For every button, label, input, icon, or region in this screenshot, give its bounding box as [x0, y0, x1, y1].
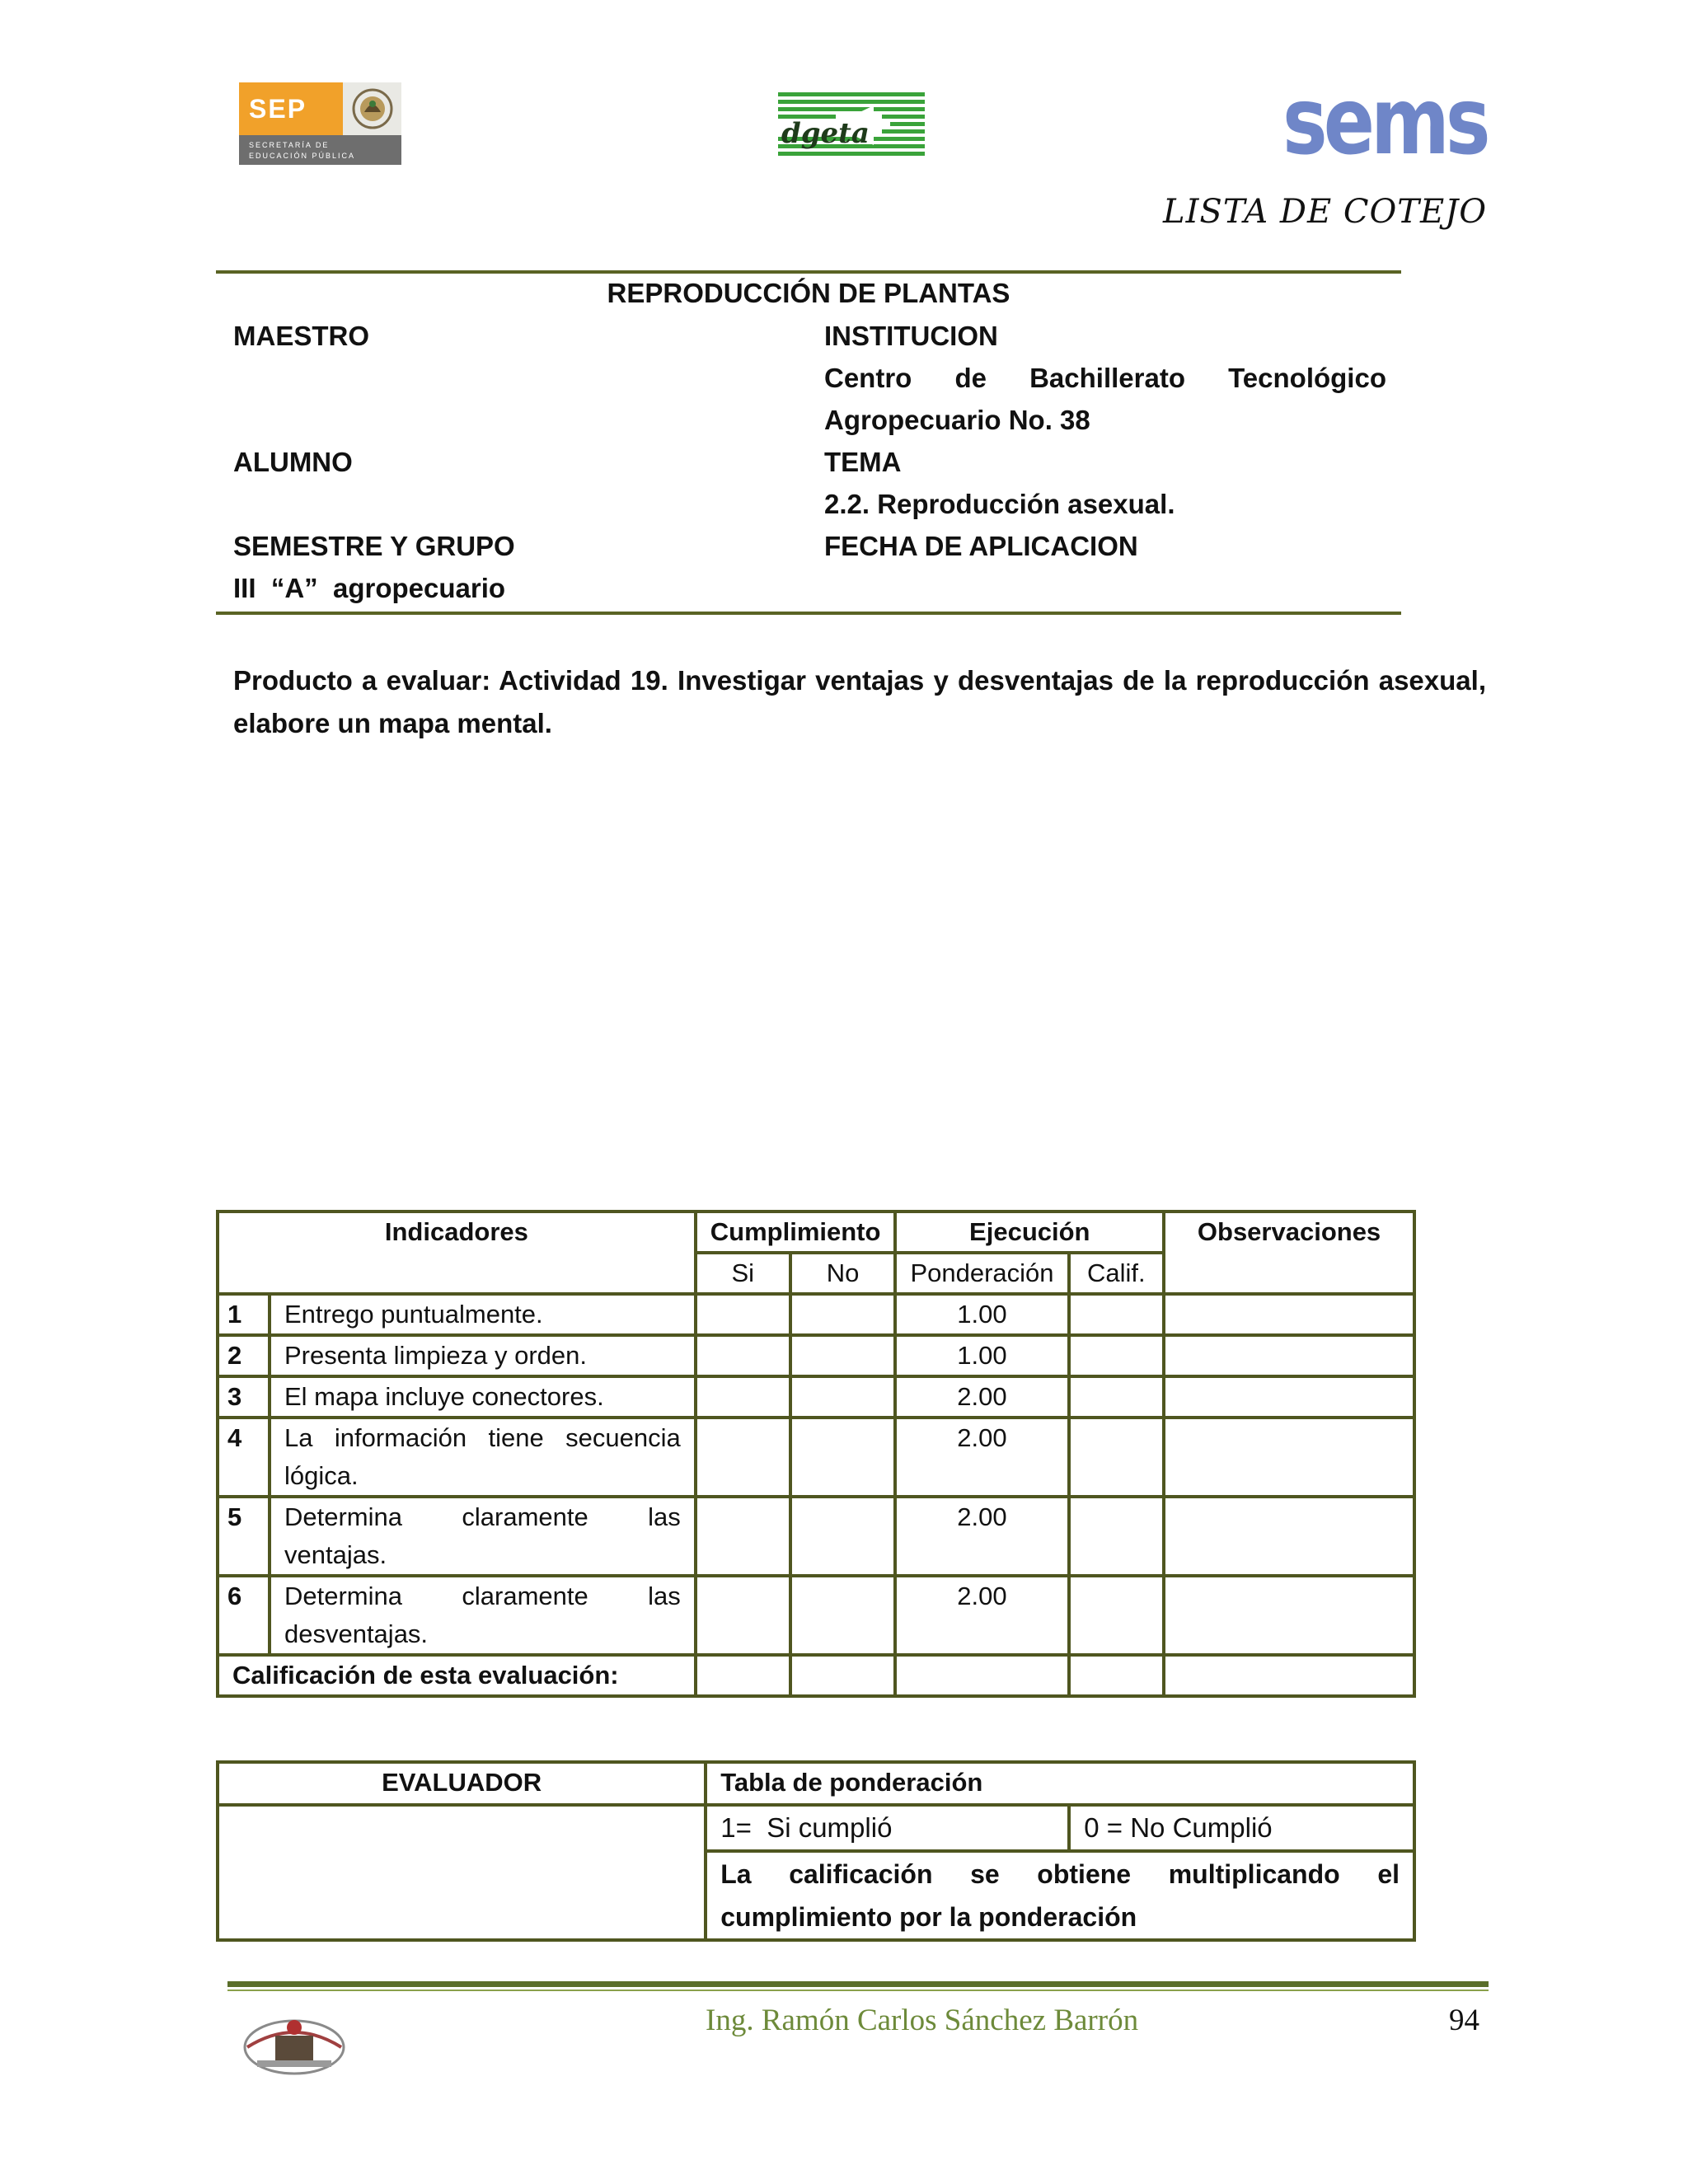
document-type: LISTA DE COTEJO: [1163, 193, 1487, 231]
bottom-divider: [216, 612, 1401, 615]
total-si-cell[interactable]: [696, 1655, 790, 1696]
total-ponderacion-cell[interactable]: [895, 1655, 1068, 1696]
row-indicator: Determina claramente las ventajas.: [270, 1497, 696, 1576]
row-number: 3: [218, 1376, 270, 1418]
fecha-label: FECHA DE APLICACION: [824, 531, 1138, 561]
header-observaciones: Observaciones: [1164, 1212, 1414, 1294]
header-cumplimiento: Cumplimiento: [696, 1212, 896, 1253]
footer-rule: [227, 1981, 1489, 1987]
calculation-note: La calificación se obtiene multiplicando el cumplimiento por la ponderación: [706, 1851, 1414, 1940]
table-row: [218, 1294, 1414, 1335]
table-row: [218, 1376, 1414, 1418]
semestre-value: III “A” agropecuario: [233, 573, 506, 603]
header-ponderacion: Ponderación: [895, 1253, 1068, 1294]
row-weight: 1.00: [895, 1294, 1068, 1335]
row-indicator: Determina claramente las desventajas.: [270, 1576, 696, 1655]
no-cell[interactable]: [790, 1497, 896, 1576]
institucion-label: INSTITUCION: [824, 321, 998, 351]
sep-logo: [239, 82, 401, 165]
si-cell[interactable]: [696, 1376, 790, 1418]
row-weight: 2.00: [895, 1576, 1068, 1655]
footer-rule-thin: [227, 1990, 1489, 1991]
table-row: [218, 1335, 1414, 1376]
calif-cell[interactable]: [1069, 1576, 1165, 1655]
observaciones-cell[interactable]: [1164, 1294, 1414, 1335]
calif-cell[interactable]: [1069, 1335, 1165, 1376]
maestro-label: MAESTRO: [233, 321, 369, 351]
footer-author: Ing. Ramón Carlos Sánchez Barrón: [706, 2004, 1139, 2037]
row-number: 4: [218, 1418, 270, 1497]
mexico-seal-icon: [343, 82, 401, 135]
no-cell[interactable]: [790, 1376, 896, 1418]
row-weight: 2.00: [895, 1497, 1068, 1576]
si-cell[interactable]: [696, 1335, 790, 1376]
header-calif: Calif.: [1069, 1253, 1165, 1294]
institucion-word: Centro: [824, 363, 912, 393]
table-row: [218, 1418, 1414, 1497]
si-cell[interactable]: [696, 1497, 790, 1576]
no-cell[interactable]: [790, 1335, 896, 1376]
si-cell[interactable]: [696, 1294, 790, 1335]
no-cell[interactable]: [790, 1576, 896, 1655]
sems-logo-text: sems: [1282, 68, 1487, 176]
row-number: 2: [218, 1335, 270, 1376]
observaciones-cell[interactable]: [1164, 1576, 1414, 1655]
checklist-table: [216, 1210, 1416, 1698]
product-description: Producto a evaluar: Actividad 19. Investigar ventajas y desventajas de la reproducción asexual, elabore un mapa mental.: [233, 665, 1486, 738]
table-row: [218, 1497, 1414, 1576]
tema-value: 2.2. Reproducción asexual.: [824, 489, 1175, 519]
semestre-label: SEMESTRE Y GRUPO: [233, 531, 515, 561]
observaciones-cell[interactable]: [1164, 1418, 1414, 1497]
institucion-word: Bachillerato: [1029, 363, 1185, 393]
no-cumplio-legend: 0 = No Cumplió: [1069, 1805, 1414, 1851]
row-number: 5: [218, 1497, 270, 1576]
table-row: [218, 1576, 1414, 1655]
total-observaciones-cell[interactable]: [1164, 1655, 1414, 1696]
cbta-emblem-icon: [241, 2011, 348, 2079]
row-number: 1: [218, 1294, 270, 1335]
header-si: Si: [696, 1253, 790, 1294]
row-weight: 2.00: [895, 1376, 1068, 1418]
page-number: 94: [1449, 2004, 1479, 2037]
calif-cell[interactable]: [1069, 1497, 1165, 1576]
observaciones-cell[interactable]: [1164, 1376, 1414, 1418]
si-cumplio-legend: 1= Si cumplió: [706, 1805, 1069, 1851]
row-indicator: Entrego puntualmente.: [270, 1294, 696, 1335]
observaciones-cell[interactable]: [1164, 1335, 1414, 1376]
institucion-word: Tecnológico: [1228, 363, 1386, 393]
calif-cell[interactable]: [1069, 1376, 1165, 1418]
dgeta-logo-text: dgeta: [781, 117, 870, 150]
no-cell[interactable]: [790, 1294, 896, 1335]
evaluador-signature-cell[interactable]: [218, 1805, 706, 1940]
total-no-cell[interactable]: [790, 1655, 896, 1696]
institucion-name-line2: Agropecuario No. 38: [824, 405, 1090, 435]
header-no: No: [790, 1253, 896, 1294]
si-cell[interactable]: [696, 1576, 790, 1655]
row-indicator: La información tiene secuencia lógica.: [270, 1418, 696, 1497]
ponderacion-table-title: Tabla de ponderación: [706, 1762, 1414, 1805]
header-indicadores: Indicadores: [218, 1212, 696, 1294]
sep-caption-line1: SECRETARÍA DE: [249, 141, 330, 149]
header-ejecucion: Ejecución: [895, 1212, 1164, 1253]
dgeta-logo: [775, 89, 928, 160]
calif-cell[interactable]: [1069, 1294, 1165, 1335]
row-number: 6: [218, 1576, 270, 1655]
row-indicator: El mapa incluye conectores.: [270, 1376, 696, 1418]
institucion-word: de: [954, 363, 987, 393]
institucion-name-line1: [824, 357, 1386, 400]
no-cell[interactable]: [790, 1418, 896, 1497]
row-weight: 2.00: [895, 1418, 1068, 1497]
row-weight: 1.00: [895, 1335, 1068, 1376]
row-indicator: Presenta limpieza y orden.: [270, 1335, 696, 1376]
alumno-label: ALUMNO: [233, 447, 353, 477]
tema-label: TEMA: [824, 447, 902, 477]
sep-logo-text: SEP: [239, 82, 343, 135]
total-row: [218, 1655, 1414, 1696]
observaciones-cell[interactable]: [1164, 1497, 1414, 1576]
subject-title: REPRODUCCIÓN DE PLANTAS: [607, 278, 1010, 308]
total-label: Calificación de esta evaluación:: [218, 1655, 696, 1696]
sep-logo-caption: [239, 135, 401, 165]
sems-logo: [1282, 68, 1487, 176]
calif-cell[interactable]: [1069, 1418, 1165, 1497]
evaluation-table: [216, 1760, 1416, 1942]
evaluador-header: EVALUADOR: [218, 1762, 706, 1805]
total-calif-cell[interactable]: [1069, 1655, 1165, 1696]
sep-caption-line2: EDUCACIÓN PÚBLICA: [249, 152, 356, 160]
si-cell[interactable]: [696, 1418, 790, 1497]
